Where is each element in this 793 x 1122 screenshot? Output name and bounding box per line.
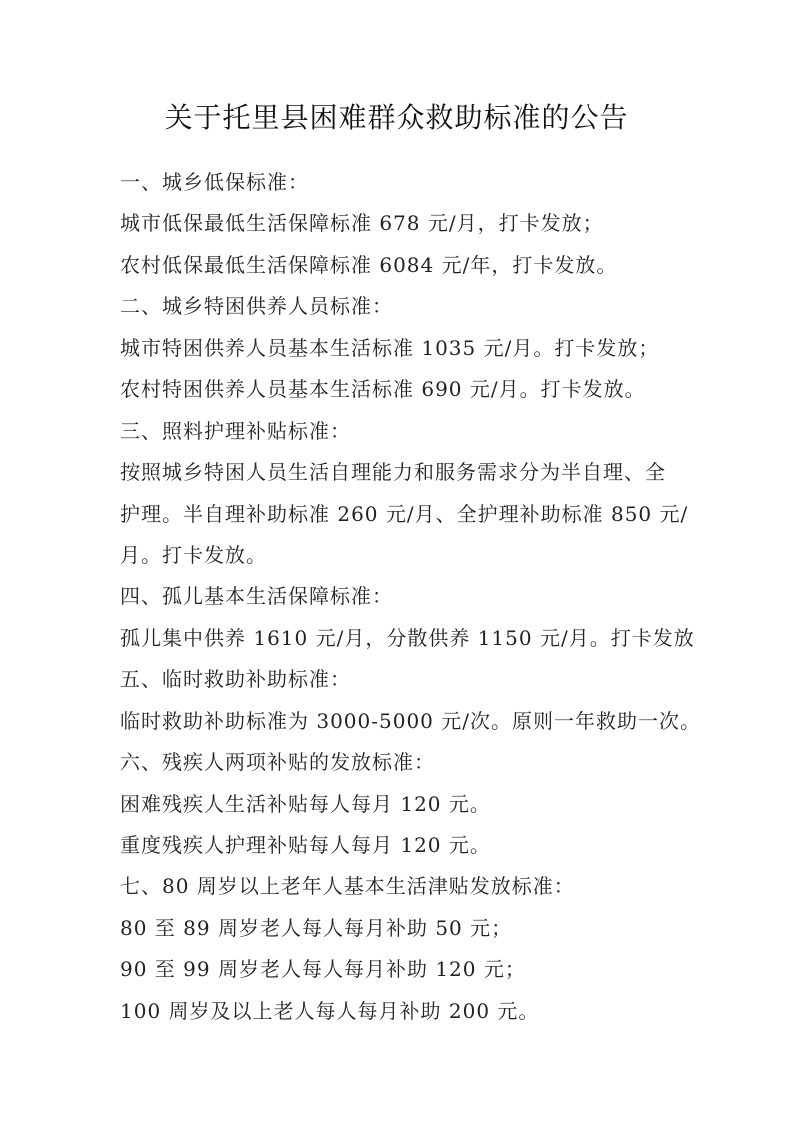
section-heading: 一、城乡低保标准：: [120, 170, 309, 194]
section-heading: 三、照料护理补贴标准：: [120, 418, 351, 443]
text-line: 临时救助补助标准为 3000-5000 元/次。原则一年救助一次。: [120, 708, 702, 733]
text-line: 护理。半自理补助标准 260 元/月、全护理补助标准 850 元/: [120, 501, 689, 526]
section-heading: 二、城乡特困供养人员标准：: [120, 294, 393, 319]
section-heading: 六、残疾人两项补贴的发放标准：: [120, 750, 435, 775]
text-line: 困难残疾人生活补贴每人每月 120 元。: [120, 791, 491, 816]
text-line: 农村低保最低生活保障标准 6084 元/年，打卡发放。: [120, 252, 618, 277]
text-line: 城市特困供养人员基本生活标准 1035 元/月。打卡发放；: [120, 335, 660, 360]
text-line: 月。打卡发放。: [120, 542, 267, 567]
text-line: 90 至 99 周岁老人每人每月补助 120 元；: [120, 957, 526, 982]
text-line: 80 至 89 周岁老人每人每月补助 50 元；: [120, 915, 513, 940]
section-heading: 五、临时救助补助标准：: [120, 667, 351, 692]
text-line: 按照城乡特困人员生活自理能力和服务需求分为半自理、全: [120, 460, 666, 485]
text-line: 100 周岁及以上老人每人每月补助 200 元。: [120, 998, 540, 1023]
section-heading: 四、孤儿基本生活保障标准：: [120, 584, 393, 609]
text-line: 重度残疾人护理补贴每人每月 120 元。: [120, 833, 491, 857]
page-title: 关于托里县困难群众救助标准的公告: [164, 101, 629, 134]
section-heading: 七、80 周岁以上老年人基本生活津贴发放标准：: [120, 874, 575, 899]
text-line: 农村特困供养人员基本生活标准 690 元/月。打卡发放。: [120, 377, 646, 402]
document-body: [120, 162, 760, 1032]
text-line: 城市低保最低生活保障标准 678 元/月，打卡发放；: [120, 211, 604, 236]
text-line: 孤儿集中供养 1610 元/月，分散供养 1150 元/月。打卡发放: [120, 625, 695, 650]
